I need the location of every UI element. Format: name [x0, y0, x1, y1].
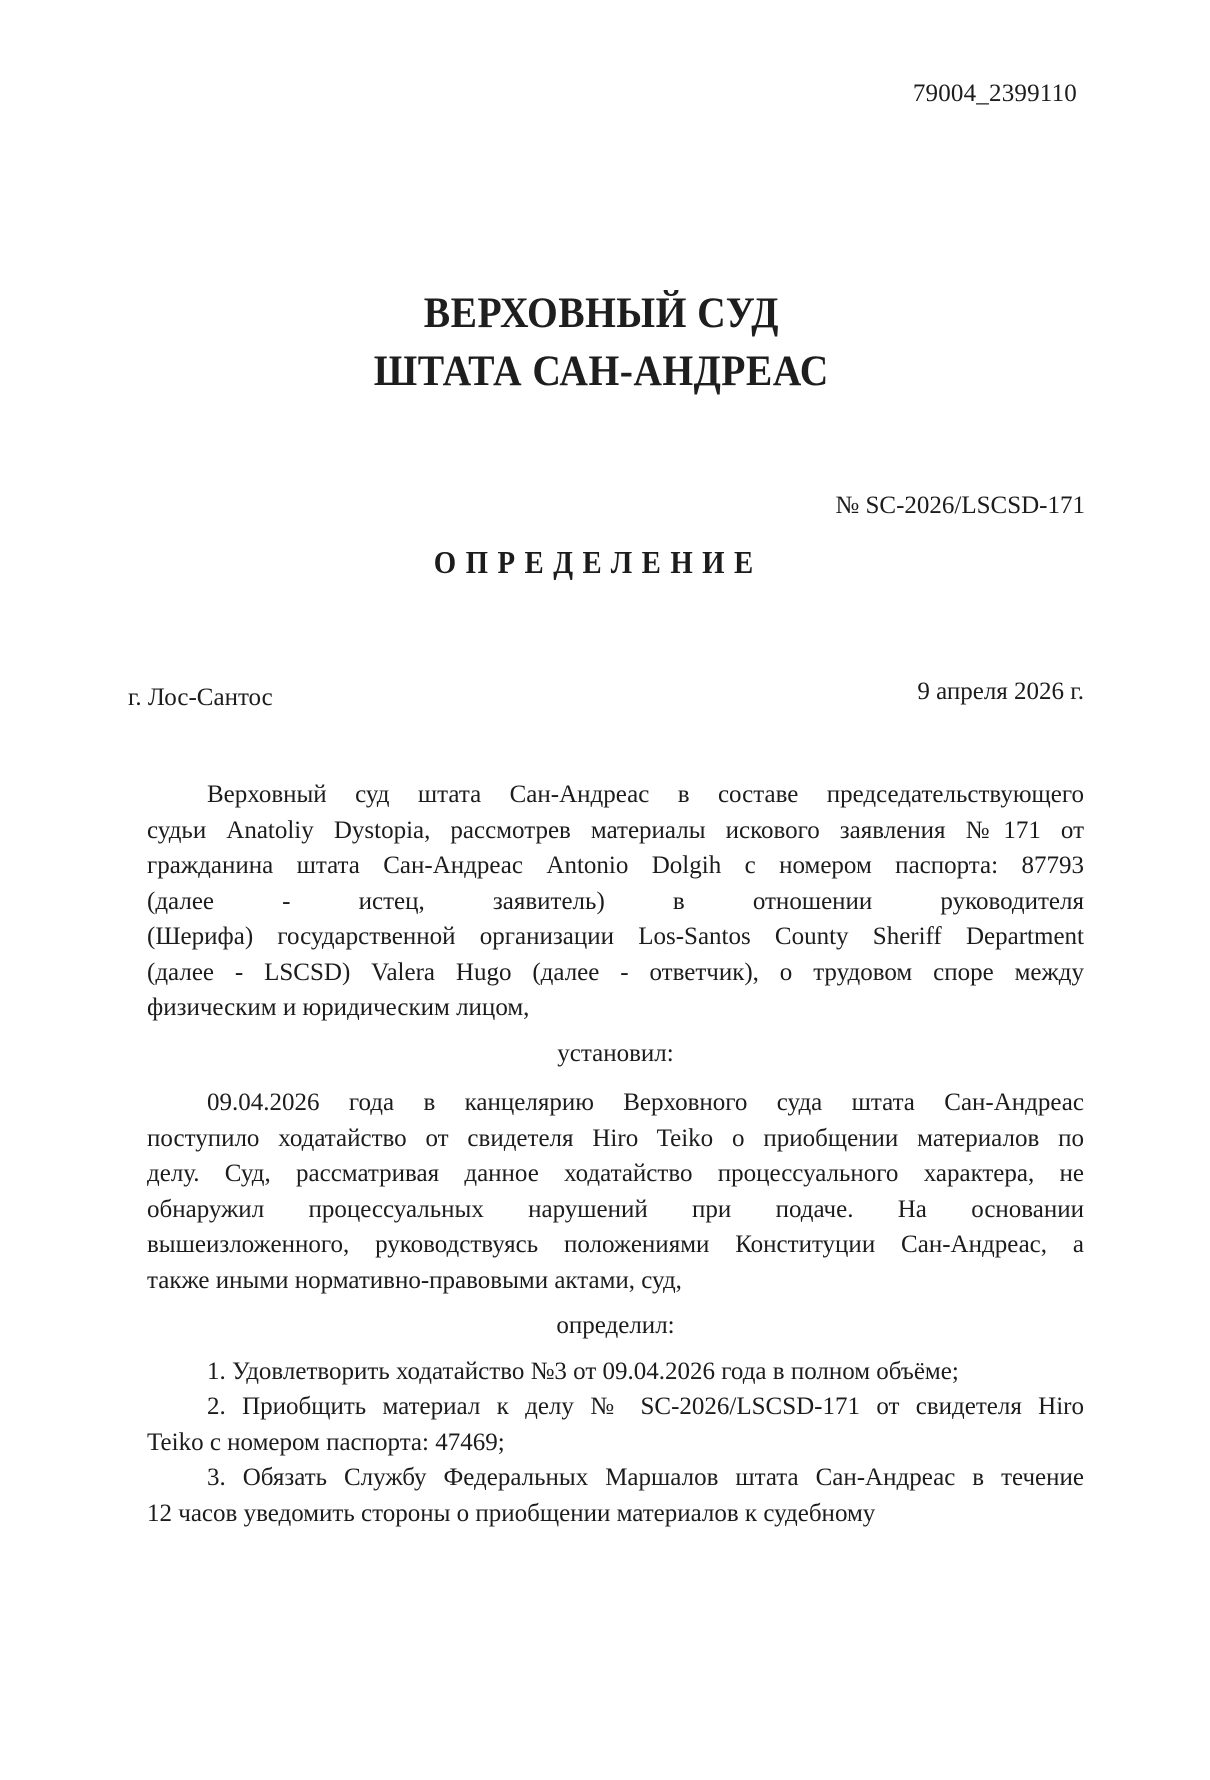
decision-item-1: 1. Удовлетворить ходатайство №3 от 09.04.2026 года в полном объёме;	[207, 1357, 959, 1385]
document-body	[147, 777, 1084, 1531]
intro-line: (Шерифа) государственной организации Los-Santos County Sheriff Department	[147, 923, 1084, 950]
decision-item-3: 3. Обязать Службу Федеральных Маршалов штата Сан-Андреас в течение	[207, 1464, 1084, 1491]
established-line: также иными нормативно-правовыми актами, суд,	[147, 1266, 682, 1294]
established-paragraph	[147, 1085, 1084, 1298]
decision-list	[147, 1354, 1084, 1532]
intro-line: (далее - истец, заявитель) в отношении руководителя	[147, 887, 1084, 915]
decision-item-2: 2. Приобщить материал к делу № SC-2026/LSCSD-171 от свидетеля Hiro	[207, 1393, 1084, 1420]
court-name	[48, 285, 1161, 401]
established-line: делу. Суд, рассматривая данное ходатайство процессуального характера, не	[147, 1160, 1084, 1187]
heading-established: установил:	[557, 1039, 674, 1067]
intro-line: гражданина штата Сан-Андреас Antonio Dolgih с номером паспорта: 87793	[147, 852, 1084, 879]
intro-paragraph	[147, 777, 1084, 1026]
heading-decided: определил:	[556, 1312, 675, 1339]
document-date: 9 апреля 2026 г.	[917, 678, 1084, 705]
city: г. Лос-Сантос	[128, 684, 273, 711]
intro-line: физическим и юридическим лицом,	[147, 994, 530, 1021]
established-line: вышеизложенного, руководствуясь положениями Конституции Сан-Андреас, а	[147, 1231, 1084, 1258]
intro-line: судьи Anatoliy Dystopia, рассмотрев материалы искового заявления №171 от	[147, 816, 1084, 844]
document-title	[61, 544, 1150, 581]
established-line: 09.04.2026 года в канцелярию Верховного суда штата Сан-Андреас	[207, 1089, 1084, 1116]
decision-item-2-cont: Teiko с номером паспорта: 47469;	[147, 1428, 505, 1456]
decision-item-3-cont: 12 часов уведомить стороны о приобщении материалов к судебному	[147, 1499, 876, 1527]
established-line: поступило ходатайство от свидетеля Hiro Teiko о приобщении материалов по	[147, 1124, 1084, 1152]
intro-line: Верховный суд штата Сан-Андреас в составе председательствующего	[207, 781, 1084, 808]
document-id: 79004_2399110	[912, 80, 1077, 107]
court-name-line-2: ШТАТА САН-АНДРЕАС	[373, 348, 829, 395]
established-line: обнаружил процессуальных нарушений при подаче. На основании	[147, 1195, 1084, 1223]
document-title-text: ОПРЕДЕЛЕНИЕ	[433, 544, 763, 580]
case-number: № SC-2026/LSCSD-171	[835, 492, 1085, 519]
court-name-line-1: ВЕРХОВНЫЙ СУД	[423, 290, 779, 337]
intro-line: (далее - LSCSD) Valera Hugo (далее - ответчик), о трудовом споре между	[147, 958, 1084, 986]
